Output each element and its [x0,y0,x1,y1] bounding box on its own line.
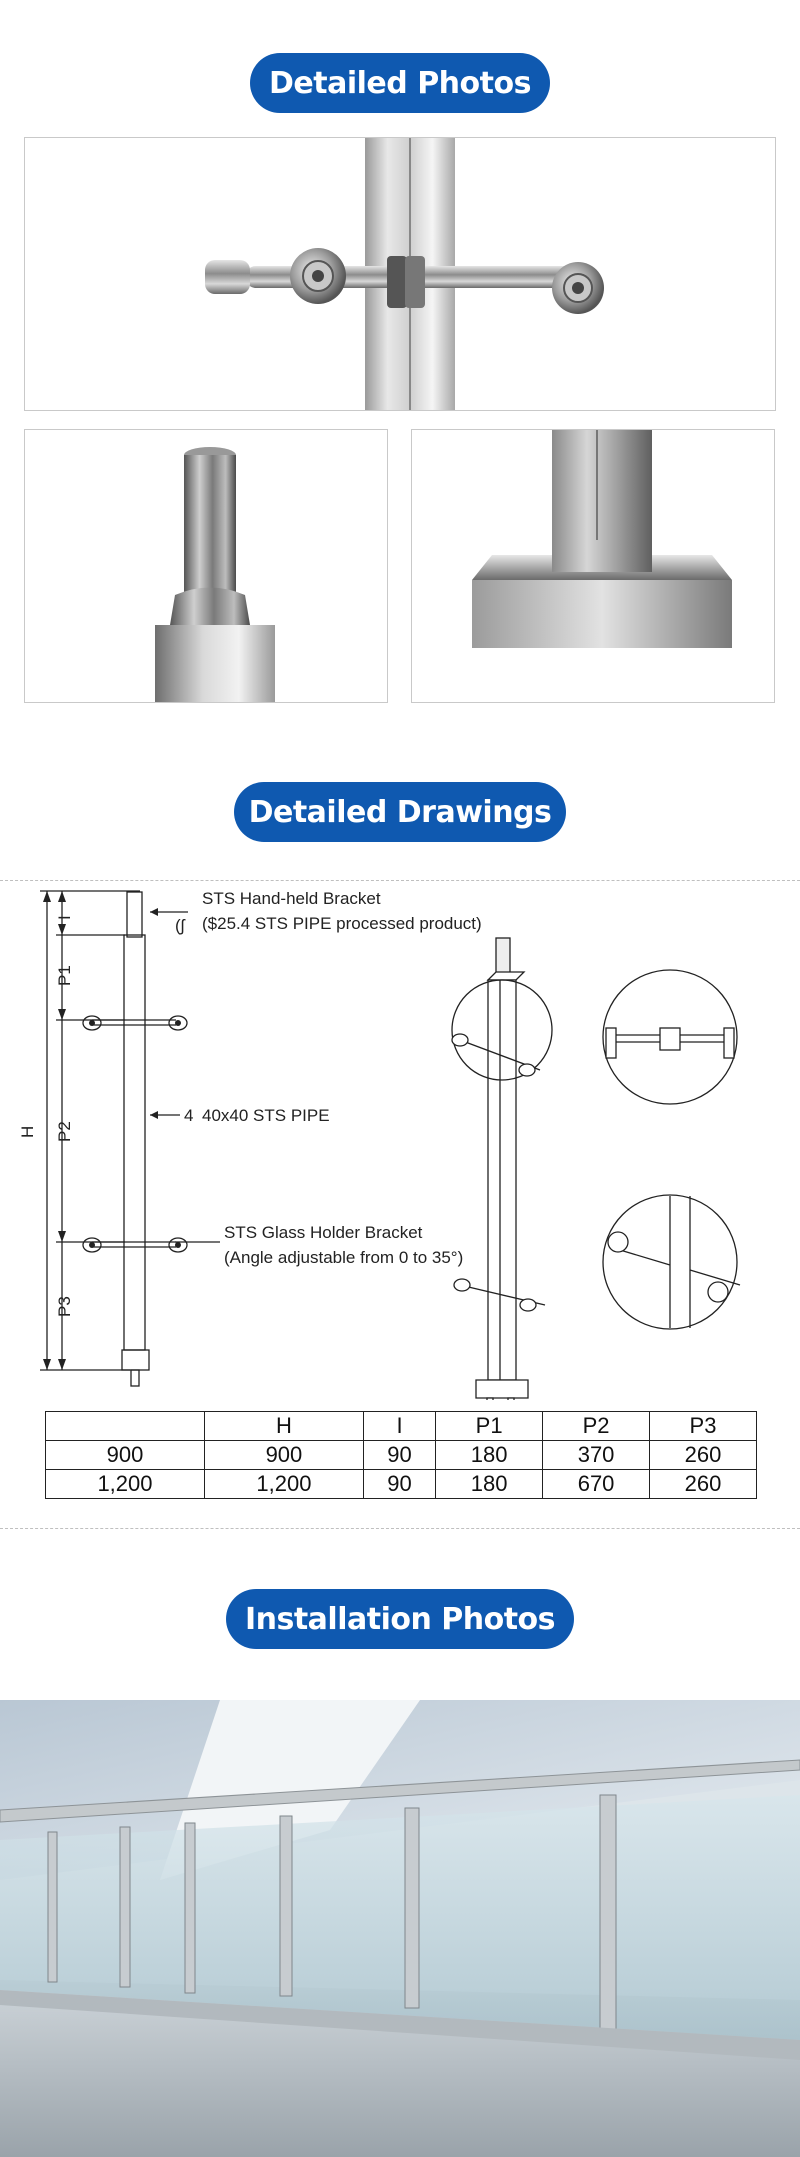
spec-header-cell: P2 [543,1412,650,1441]
spec-header-cell: I [363,1412,435,1441]
spec-cell: 90 [363,1441,435,1470]
spec-cell: 370 [543,1441,650,1470]
spec-table-row [46,1441,757,1470]
spec-header-cell: H [204,1412,363,1441]
dim-label-P3: P3 [55,1296,74,1317]
label-glass-holder: STS Glass Holder Bracket [224,1223,423,1242]
label-handheld-bracket: STS Hand-held Bracket [202,889,381,908]
section-title-drawings [234,782,566,842]
spec-cell: 180 [436,1470,543,1499]
spec-cell: 90 [363,1470,435,1499]
bracket-photo-image [25,138,775,410]
spec-table-row [46,1470,757,1499]
spec-cell: 180 [436,1441,543,1470]
spec-header-cell [46,1412,205,1441]
spec-cell: 900 [46,1441,205,1470]
dim-label-P2: P2 [55,1121,74,1142]
installation-photo-image [0,1700,800,2157]
spec-cell: 260 [650,1470,757,1499]
dim-label-P1: P1 [55,965,74,986]
post-top-photo-image [25,430,387,702]
spec-cell: 260 [650,1441,757,1470]
label-glass-holder-note: (Angle adjustable from 0 to 35°) [224,1248,464,1267]
post-base-photo-image [412,430,774,702]
spec-table [45,1411,757,1499]
section-title-installation [226,1589,574,1649]
label-handheld-bracket-mark: (ʃ [175,916,185,935]
spec-cell: 670 [543,1470,650,1499]
spec-header-cell: P1 [436,1412,543,1441]
section-title-photos-text: Detailed Photos [269,65,531,101]
dim-label-I: I [55,915,74,920]
label-pipe-mark: 4 [184,1106,194,1125]
photo-bracket-detail [24,137,776,411]
photo-installation [0,1700,800,2157]
iso-post-illustration [452,938,740,1400]
label-handheld-bracket-note: ($25.4 STS PIPE processed product) [202,914,482,933]
section-title-photos [250,53,550,113]
section-title-installation-text: Installation Photos [244,1601,556,1637]
spec-cell: 1,200 [46,1470,205,1499]
label-pipe: 40x40 STS PIPE [202,1106,330,1125]
dim-label-H: H [18,1125,37,1138]
divider-bottom [0,1528,800,1529]
photo-post-base [411,429,775,703]
spec-cell: 1,200 [204,1470,363,1499]
spec-header-cell: P3 [650,1412,757,1441]
technical-drawing [0,880,800,1400]
spec-cell: 900 [204,1441,363,1470]
spec-table-header-row [46,1412,757,1441]
photo-post-top [24,429,388,703]
section-title-drawings-text: Detailed Drawings [248,794,552,830]
